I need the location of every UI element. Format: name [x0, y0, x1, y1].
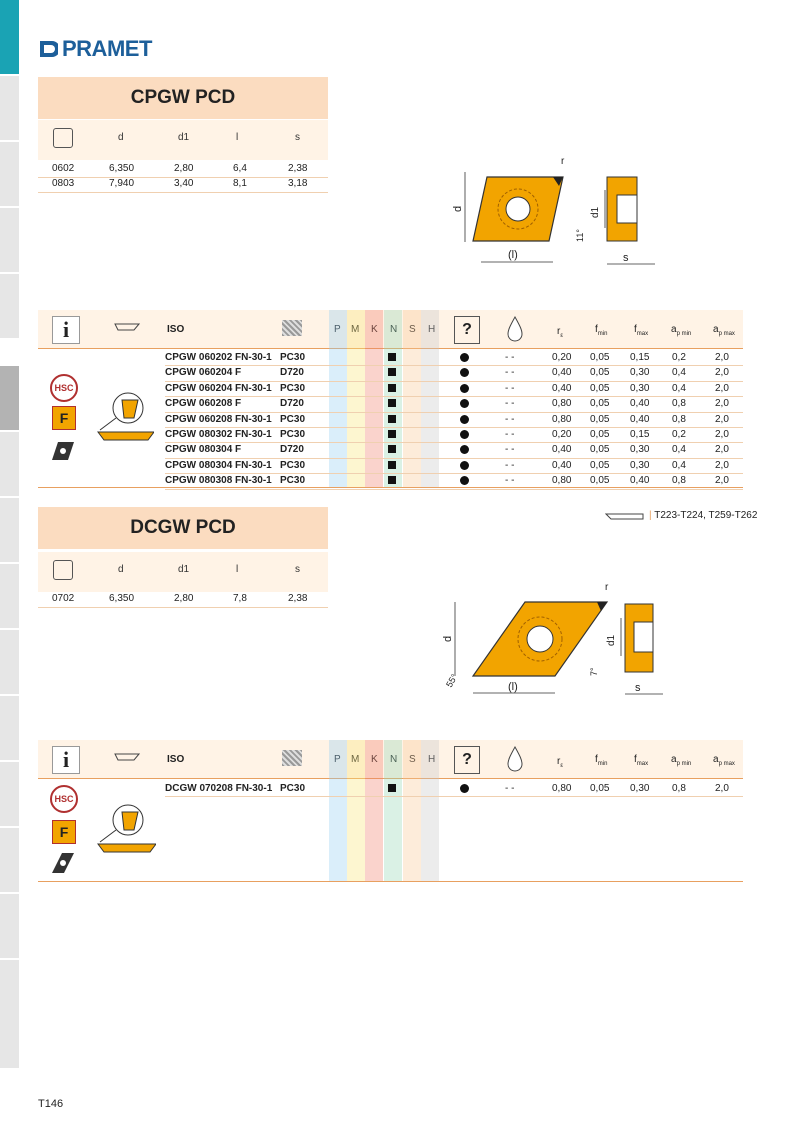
recommended-n-square	[388, 430, 396, 438]
coolant-drop-icon	[506, 746, 524, 772]
dcgw-label-corner: 55°	[444, 672, 460, 689]
cell-iso: CPGW 060202 FN-30-1	[165, 352, 272, 363]
table-row	[165, 396, 743, 412]
material-m: M	[351, 324, 360, 335]
cell-rc: 0,40	[552, 444, 572, 456]
cell-fmin: 0,05	[590, 413, 610, 425]
cell-iso: CPGW 080304 FN-30-1	[165, 459, 272, 471]
apmin-header: $a_{p min}$	[671, 324, 692, 337]
cpgw-dim-header	[38, 120, 328, 160]
cpgw-label-d1: d1	[590, 206, 601, 218]
cell-grade: PC30	[280, 413, 306, 425]
cell-fmax: 0,30	[630, 783, 650, 794]
cell-grade: D720	[280, 398, 304, 410]
dim-s: 2,38	[288, 593, 308, 604]
cell-apmin: 0,2	[672, 352, 686, 363]
cell-cool: - -	[505, 382, 515, 394]
cell-apmax: 2,0	[715, 429, 729, 440]
cell-grade: PC30	[280, 475, 306, 487]
cell-iso: CPGW 060208 F	[165, 398, 242, 410]
cell-grade: PC30	[280, 783, 306, 794]
cell-apmin: 0,4	[672, 459, 686, 471]
dim-size: 0702	[52, 593, 75, 604]
cell-iso: CPGW 060204 FN-30-1	[165, 382, 272, 394]
dim-header-s: s	[295, 132, 300, 143]
recommended-n-square	[388, 384, 396, 392]
chipbreaker-dot	[460, 430, 469, 439]
brand-logo	[38, 36, 152, 62]
brand-name: PRAMET	[62, 36, 152, 61]
rc-header: $r_\varepsilon$	[557, 326, 564, 339]
dim-header-d: d	[118, 564, 124, 575]
tab-section-8[interactable]	[0, 498, 19, 564]
rc-header: $r_\varepsilon$	[557, 756, 564, 769]
cell-iso: DCGW 070208 FN-30-1	[165, 783, 273, 794]
cell-grade: PC30	[280, 429, 306, 440]
dim-s: 2,38	[288, 163, 308, 174]
insert-pcd-icon	[50, 851, 76, 875]
table-row	[165, 427, 743, 443]
insert-profile-icon	[114, 752, 140, 762]
table-row	[165, 781, 743, 797]
section-tabs	[0, 0, 19, 1070]
recommended-n-square	[388, 461, 396, 469]
cell-cool: - -	[505, 413, 515, 425]
cell-cool: - -	[505, 367, 515, 379]
dcgw-label-d: d	[442, 635, 454, 642]
chipbreaker-dot	[460, 353, 469, 362]
cpgw-label-s: s	[623, 252, 629, 264]
cell-iso: CPGW 060208 FN-30-1	[165, 413, 272, 425]
cell-apmax: 2,0	[715, 367, 729, 379]
dcgw-dim-header	[38, 552, 328, 592]
hsc-icon: HSC	[50, 785, 78, 813]
cell-fmin: 0,05	[590, 429, 610, 440]
cell-apmin: 0,4	[672, 367, 686, 379]
cell-apmin: 0,8	[672, 783, 686, 794]
pramet-logo-icon	[38, 39, 58, 59]
cell-cool: - -	[505, 783, 515, 794]
insert-shape-icon	[53, 560, 73, 580]
cell-apmax: 2,0	[715, 444, 729, 456]
recommended-n-square	[388, 415, 396, 423]
cell-apmax: 2,0	[715, 413, 729, 425]
material-p: P	[334, 754, 341, 765]
cell-rc: 0,80	[552, 475, 572, 487]
dim-d: 6,350	[109, 163, 135, 174]
tab-section-14[interactable]	[0, 894, 19, 960]
cell-fmax: 0,30	[630, 382, 650, 394]
cpgw-label-r: r	[561, 156, 565, 167]
dcgw-label-r: r	[605, 582, 609, 593]
dim-s: 3,18	[288, 178, 308, 189]
fmax-header: $f_{max}$	[634, 324, 649, 337]
dcgw-insert-drawing	[425, 580, 670, 700]
cpgw-insert-drawing	[445, 150, 665, 275]
cell-cool: - -	[505, 398, 515, 410]
tab-section-2[interactable]	[0, 76, 19, 142]
cell-apmax: 2,0	[715, 398, 729, 410]
cell-fmax: 0,30	[630, 444, 650, 456]
material-n: N	[390, 324, 398, 335]
cell-rc: 0,80	[552, 783, 572, 794]
holder-icon	[605, 511, 645, 521]
col-n	[384, 740, 402, 881]
chipbreaker-dot	[460, 476, 469, 485]
chipbreaker-dot	[460, 415, 469, 424]
table-row	[165, 381, 743, 397]
material-m: M	[351, 754, 360, 765]
recommended-n-square	[388, 784, 396, 792]
cell-rc: 0,40	[552, 459, 572, 471]
cell-rc: 0,20	[552, 429, 572, 440]
cell-grade: PC30	[280, 382, 306, 394]
cell-fmin: 0,05	[590, 352, 610, 363]
cell-apmin: 0,2	[672, 429, 686, 440]
material-n: N	[390, 754, 398, 765]
cell-rc: 0,40	[552, 367, 572, 379]
col-p	[329, 740, 347, 881]
cell-fmax: 0,30	[630, 459, 650, 471]
cell-cool: - -	[505, 444, 515, 456]
chipbreaker-icon: ?	[454, 746, 480, 774]
dcgw-label-s: s	[635, 682, 641, 694]
material-k: K	[371, 324, 378, 335]
chipbreaker-dot	[460, 784, 469, 793]
material-h: H	[428, 754, 436, 765]
dim-d: 7,940	[109, 178, 135, 189]
recommended-n-square	[388, 476, 396, 484]
col-m	[347, 740, 365, 881]
cpgw-table-end	[38, 487, 743, 488]
cell-grade: PC30	[280, 352, 306, 363]
fmin-header: $f_{min}$	[595, 324, 608, 337]
page-number: T146	[38, 1098, 64, 1110]
cell-fmin: 0,05	[590, 367, 610, 379]
cell-iso: CPGW 080302 FN-30-1	[165, 429, 272, 440]
cell-apmin: 0,8	[672, 413, 686, 425]
col-k	[365, 740, 383, 881]
hsc-icon: HSC	[50, 374, 78, 402]
cpgw-title: CPGW PCD	[38, 77, 328, 119]
iso-header: ISO	[167, 754, 185, 765]
dim-row	[38, 162, 328, 178]
material-s: S	[409, 754, 416, 765]
dim-header-l: l	[236, 564, 239, 575]
cell-fmin: 0,05	[590, 382, 610, 394]
info-icon[interactable]: i	[52, 746, 80, 774]
dim-header-d: d	[118, 132, 124, 143]
dcgw-cutting-edge-icon	[94, 800, 156, 858]
tab-section-15[interactable]	[0, 960, 19, 1070]
dim-header-l: l	[236, 132, 239, 143]
cell-apmax: 2,0	[715, 382, 729, 394]
cell-apmax: 2,0	[715, 783, 729, 794]
tab-section-4[interactable]	[0, 208, 19, 274]
tab-section-11[interactable]	[0, 696, 19, 762]
dim-d: 6,350	[109, 593, 135, 604]
finishing-icon: F	[52, 406, 76, 430]
cell-grade: D720	[280, 367, 304, 379]
insert-shape-icon	[53, 128, 73, 148]
fmin-header: $f_{min}$	[595, 754, 608, 767]
material-s: S	[409, 324, 416, 335]
cell-apmin: 0,8	[672, 398, 686, 410]
material-k: K	[371, 754, 378, 765]
table-row	[165, 442, 743, 458]
cpgw-cutting-edge-icon	[94, 390, 154, 445]
tab-section-12[interactable]	[0, 762, 19, 828]
cell-fmin: 0,05	[590, 459, 610, 471]
cell-apmin: 0,8	[672, 475, 686, 487]
coolant-drop-icon	[506, 316, 524, 342]
dim-d1: 2,80	[174, 593, 194, 604]
cell-cool: - -	[505, 352, 515, 363]
cell-cool: - -	[505, 475, 515, 487]
dim-header-d1: d1	[178, 132, 190, 143]
cell-apmin: 0,4	[672, 382, 686, 394]
material-p: P	[334, 324, 341, 335]
fmax-header: $f_{max}$	[634, 754, 649, 767]
dim-row	[38, 592, 328, 608]
dim-d1: 3,40	[174, 178, 194, 189]
grade-texture-icon	[282, 750, 302, 766]
dim-row	[38, 177, 328, 193]
cell-fmax: 0,15	[630, 429, 650, 440]
cpgw-label-angle: 11°	[575, 229, 585, 242]
table-row	[165, 350, 743, 366]
tab-turning[interactable]	[0, 0, 19, 76]
apmax-header: $a_{p max}$	[713, 754, 735, 767]
info-icon[interactable]: i	[52, 316, 80, 344]
col-s	[403, 740, 421, 881]
recommended-n-square	[388, 368, 396, 376]
cell-apmin: 0,4	[672, 444, 686, 456]
cell-fmin: 0,05	[590, 444, 610, 456]
cell-rc: 0,80	[552, 398, 572, 410]
cell-rc: 0,40	[552, 382, 572, 394]
tab-section-9[interactable]	[0, 564, 19, 630]
dim-l: 7,8	[233, 593, 247, 604]
dim-l: 6,4	[233, 163, 247, 174]
cell-fmax: 0,15	[630, 352, 650, 363]
recommended-n-square	[388, 445, 396, 453]
tab-section-7[interactable]	[0, 432, 19, 498]
tab-section-5[interactable]	[0, 274, 19, 340]
chipbreaker-dot	[460, 445, 469, 454]
cell-fmin: 0,05	[590, 398, 610, 410]
cell-grade: D720	[280, 444, 304, 456]
finishing-icon: F	[52, 820, 76, 844]
cell-apmax: 2,0	[715, 475, 729, 487]
chipbreaker-dot	[460, 384, 469, 393]
cell-iso: CPGW 060204 F	[165, 367, 242, 379]
recommended-n-square	[388, 399, 396, 407]
dim-size: 0602	[52, 163, 75, 174]
insert-pcd-icon	[50, 440, 76, 462]
dim-header-s: s	[295, 564, 300, 575]
tab-section-13[interactable]	[0, 828, 19, 894]
cell-apmax: 2,0	[715, 352, 729, 363]
chipbreaker-dot	[460, 368, 469, 377]
reference-pages: | T223-T224, T259-T262	[649, 510, 758, 521]
cell-rc: 0,80	[552, 413, 572, 425]
tab-section-active[interactable]	[0, 366, 19, 432]
grade-texture-icon	[282, 320, 302, 336]
cpgw-label-l: (l)	[508, 249, 518, 261]
cell-fmax: 0,40	[630, 413, 650, 425]
cell-fmax: 0,40	[630, 398, 650, 410]
table-row	[165, 458, 743, 474]
chipbreaker-dot	[460, 461, 469, 470]
cell-fmax: 0,30	[630, 367, 650, 379]
cpgw-label-d: d	[452, 205, 464, 212]
dcgw-title: DCGW PCD	[38, 507, 328, 549]
tab-section-10[interactable]	[0, 630, 19, 696]
apmax-header: $a_{p max}$	[713, 324, 735, 337]
dcgw-label-angle: 7°	[589, 667, 599, 676]
table-row	[165, 412, 743, 428]
dim-size: 0803	[52, 178, 75, 189]
dcgw-table-end	[38, 881, 743, 882]
cell-cool: - -	[505, 429, 515, 440]
material-h: H	[428, 324, 436, 335]
cell-iso: CPGW 080308 FN-30-1	[165, 475, 272, 487]
dcgw-label-d1: d1	[606, 634, 617, 646]
cell-fmin: 0,05	[590, 475, 610, 487]
dim-header-d1: d1	[178, 564, 190, 575]
tab-section-3[interactable]	[0, 142, 19, 208]
dcgw-label-l: (l)	[508, 681, 518, 693]
cell-iso: CPGW 080304 F	[165, 444, 242, 456]
iso-header: ISO	[167, 324, 185, 335]
table-row	[165, 365, 743, 381]
cell-rc: 0,20	[552, 352, 572, 363]
insert-profile-icon	[114, 322, 140, 332]
dim-l: 8,1	[233, 178, 247, 189]
apmin-header: $a_{p min}$	[671, 754, 692, 767]
chipbreaker-icon: ?	[454, 316, 480, 344]
cell-grade: PC30	[280, 459, 306, 471]
cell-fmin: 0,05	[590, 783, 610, 794]
chipbreaker-dot	[460, 399, 469, 408]
cell-apmax: 2,0	[715, 459, 729, 471]
cell-cool: - -	[505, 459, 515, 471]
recommended-n-square	[388, 353, 396, 361]
col-h	[421, 740, 439, 881]
cell-fmax: 0,40	[630, 475, 650, 487]
dim-d1: 2,80	[174, 163, 194, 174]
